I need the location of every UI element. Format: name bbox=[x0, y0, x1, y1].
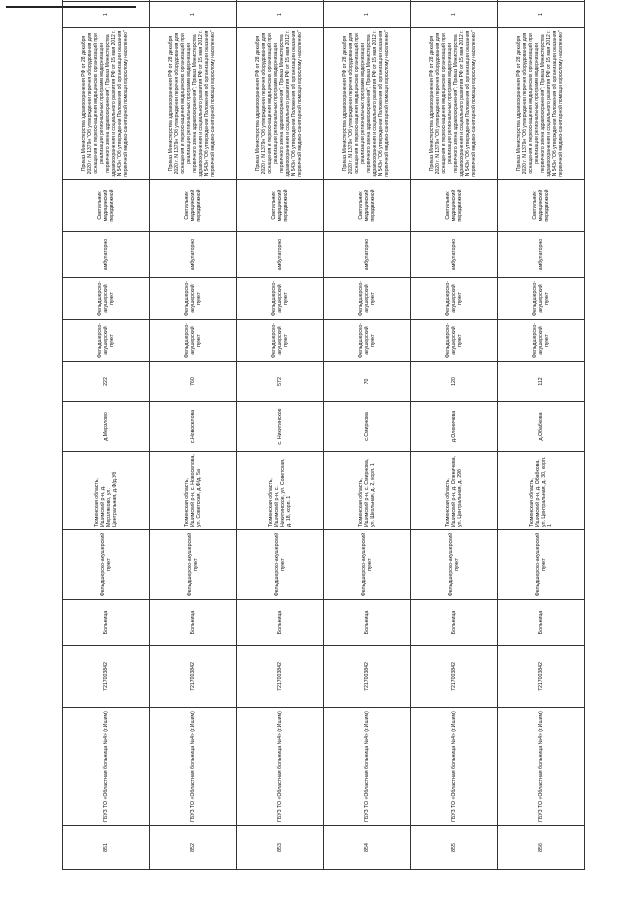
table-row bbox=[237, 0, 324, 870]
organization-cell: ГБУЗ ТО «Областная больница №4» (г.Ишим) bbox=[411, 708, 498, 826]
inn-cell: 7217003842 bbox=[63, 646, 150, 708]
population-cell: 70 bbox=[324, 362, 411, 402]
settlement-cell: с.Новоселова bbox=[150, 402, 237, 452]
organization-cell: ГБУЗ ТО «Областная больница №4» (г.Ишим) bbox=[63, 708, 150, 826]
unit-cell: Фельдшерско-акушерский пункт bbox=[237, 530, 324, 600]
deadline-cell bbox=[411, 0, 498, 2]
address-cell: Тюменская область, Ишимский р-н, д. Обабкова, ул. Центральная, д. 30, корп. 1 bbox=[498, 452, 585, 530]
address-cell: Тюменская область, Ишимский р-н, с. Смирнова, ул. Школьная, д. 2, корп. 1 bbox=[324, 452, 411, 530]
organization-cell: ГБУЗ ТО «Областная больница №4» (г.Ишим) bbox=[324, 708, 411, 826]
deadline-cell bbox=[324, 0, 411, 2]
org-type-cell: Больница bbox=[411, 600, 498, 646]
deadline-cell bbox=[237, 0, 324, 2]
regulation-cell: Приказ Министерства здравоохранения РФ от 28 декабря 2020 г. N 1379н "Об утверждении перечня оборудования для оснащения и переоснащения медицинских организаций при реализации региональных программ модернизации первичного звена здравоохранения"; Приказ Министерства здравоохранения и социального развития РФ от 15 мая 2012 г. N 543н "Об утверждении Положения об организации оказания первичной медико-санитарной помощи взрослому населению" bbox=[324, 28, 411, 180]
regulation-cell: Приказ Министерства здравоохранения РФ от 28 декабря 2020 г. N 1379н "Об утверждении перечня оборудования для оснащения и переоснащения медицинских организаций при реализации региональных программ модернизации первичного звена здравоохранения"; Приказ Министерства здравоохранения и социального развития РФ от 15 мая 2012 г. N 543н "Об утверждении Положения об организации оказания первичной медико-санитарной помощи взрослому населению" bbox=[63, 28, 150, 180]
address-cell: Тюменская область, Ишимский р-н, д. Оленичева, ул. Центральная, д. 29б bbox=[411, 452, 498, 530]
deadline-cell bbox=[498, 0, 585, 2]
org-type-cell: Больница bbox=[237, 600, 324, 646]
population-cell: 120 bbox=[411, 362, 498, 402]
settlement-cell: д.Оленичева bbox=[411, 402, 498, 452]
population-cell: 572 bbox=[237, 362, 324, 402]
regulation-cell: Приказ Министерства здравоохранения РФ от 28 декабря 2020 г. N 1379н "Об утверждении перечня оборудования для оснащения и переоснащения медицинских организаций при реализации региональных программ модернизации первичного звена здравоохранения"; Приказ Министерства здравоохранения и социального развития РФ от 15 мая 2012 г. N 543н "Об утверждении Положения об организации оказания первичной медико-санитарной помощи взрослому населению" bbox=[237, 28, 324, 180]
row-number-cell: 854 bbox=[324, 826, 411, 870]
row-number-cell: 853 bbox=[237, 826, 324, 870]
address-cell: Тюменская область, Ишимский р-н, д. Мерзляково, ул. Центральная, д.Ф/д.Уб bbox=[63, 452, 150, 530]
row-number-cell: 855 bbox=[411, 826, 498, 870]
deadline-cell bbox=[63, 0, 150, 2]
table-row bbox=[324, 0, 411, 870]
table-row bbox=[498, 0, 585, 870]
care-form-cell: амбулаторно bbox=[150, 232, 237, 278]
unit-type-alt-cell: Фельдшерско-акушерский пункт bbox=[63, 278, 150, 320]
org-type-cell: Больница bbox=[150, 600, 237, 646]
unit-cell: Фельдшерско-акушерский пункт bbox=[63, 530, 150, 600]
deadline-cell bbox=[150, 0, 237, 2]
row-number-cell: 851 bbox=[63, 826, 150, 870]
organization-cell: ГБУЗ ТО «Областная больница №4» (г.Ишим) bbox=[150, 708, 237, 826]
settlement-cell: д.Мерзлово bbox=[63, 402, 150, 452]
org-type-cell: Больница bbox=[324, 600, 411, 646]
quantity-cell: 1 bbox=[498, 2, 585, 28]
row-number-cell: 852 bbox=[150, 826, 237, 870]
unit-type-alt-cell: Фельдшерско-акушерский пункт bbox=[150, 278, 237, 320]
unit-type-alt-cell: Фельдшерско-акушерский пункт bbox=[411, 278, 498, 320]
population-cell: 112 bbox=[498, 362, 585, 402]
equipment-cell: Светильник медицинский передвижной bbox=[498, 180, 585, 232]
table-body bbox=[63, 0, 585, 870]
inn-cell: 7217003842 bbox=[498, 646, 585, 708]
inn-cell: 7217003842 bbox=[150, 646, 237, 708]
inn-cell: 7217003842 bbox=[411, 646, 498, 708]
inn-cell: 7217003842 bbox=[237, 646, 324, 708]
address-cell: Тюменская область, Ишимский р-н, с. Никитинское, ул. Советская, д. 18, корп. 1 bbox=[237, 452, 324, 530]
equipment-cell: Светильник медицинский передвижной bbox=[150, 180, 237, 232]
org-type-cell: Больница bbox=[498, 600, 585, 646]
quantity-cell: 1 bbox=[411, 2, 498, 28]
quantity-cell: 1 bbox=[63, 2, 150, 28]
care-form-cell: амбулаторно bbox=[411, 232, 498, 278]
table-row bbox=[411, 0, 498, 870]
care-form-cell: амбулаторно bbox=[498, 232, 585, 278]
care-form-cell: амбулаторно bbox=[237, 232, 324, 278]
address-cell: Тюменская область, Ишимский р-н, с. Новоселова, ул. Советская, д.Ф/д. 5а bbox=[150, 452, 237, 530]
unit-type-alt-cell: Фельдшерско-акушерский пункт bbox=[324, 278, 411, 320]
unit-type-cell: Фельдшерско-акушерский пункт bbox=[324, 320, 411, 362]
unit-type-cell: Фельдшерско-акушерский пункт bbox=[150, 320, 237, 362]
unit-cell: Фельдшерско-акушерский пункт bbox=[411, 530, 498, 600]
organization-cell: ГБУЗ ТО «Областная больница №4» (г.Ишим) bbox=[237, 708, 324, 826]
quantity-cell: 1 bbox=[150, 2, 237, 28]
table-row bbox=[150, 0, 237, 870]
regulation-cell: Приказ Министерства здравоохранения РФ от 28 декабря 2020 г. N 1379н "Об утверждении перечня оборудования для оснащения и переоснащения медицинских организаций при реализации региональных программ модернизации первичного звена здравоохранения"; Приказ Министерства здравоохранения и социального развития РФ от 15 мая 2012 г. N 543н "Об утверждении Положения об организации оказания первичной медико-санитарной помощи взрослому населению" bbox=[411, 28, 498, 180]
unit-cell: Фельдшерско-акушерский пункт bbox=[498, 530, 585, 600]
equipment-cell: Светильник медицинский передвижной bbox=[411, 180, 498, 232]
unit-cell: Фельдшерско-акушерский пункт bbox=[324, 530, 411, 600]
population-cell: 760 bbox=[150, 362, 237, 402]
settlement-cell: с.Смирнова bbox=[324, 402, 411, 452]
equipment-cell: Светильник медицинский передвижной bbox=[237, 180, 324, 232]
organization-cell: ГБУЗ ТО «Областная больница №4» (г.Ишим) bbox=[498, 708, 585, 826]
table-row bbox=[63, 0, 150, 870]
equipment-cell: Светильник медицинский передвижной bbox=[324, 180, 411, 232]
unit-type-cell: Фельдшерско-акушерский пункт bbox=[63, 320, 150, 362]
row-number-cell: 856 bbox=[498, 826, 585, 870]
settlement-cell: с. Никитинское bbox=[237, 402, 324, 452]
regulation-cell: Приказ Министерства здравоохранения РФ от 28 декабря 2020 г. N 1379н "Об утверждении перечня оборудования для оснащения и переоснащения медицинских организаций при реализации региональных программ модернизации первичного звена здравоохранения"; Приказ Министерства здравоохранения и социального развития РФ от 15 мая 2012 г. N 543н "Об утверждении Положения об организации оказания первичной медико-санитарной помощи взрослому населению" bbox=[150, 28, 237, 180]
unit-type-alt-cell: Фельдшерско-акушерский пункт bbox=[498, 278, 585, 320]
settlement-cell: д.Обабкова bbox=[498, 402, 585, 452]
population-cell: 222 bbox=[63, 362, 150, 402]
unit-type-cell: Фельдшерско-акушерский пункт bbox=[237, 320, 324, 362]
unit-type-alt-cell: Фельдшерско-акушерский пункт bbox=[237, 278, 324, 320]
org-type-cell: Больница bbox=[63, 600, 150, 646]
rotated-table-container bbox=[62, 13, 585, 870]
unit-cell: Фельдшерско-акушерский пункт bbox=[150, 530, 237, 600]
equipment-table bbox=[62, 0, 585, 870]
regulation-cell: Приказ Министерства здравоохранения РФ от 28 декабря 2020 г. N 1379н "Об утверждении перечня оборудования для оснащения и переоснащения медицинских организаций при реализации региональных программ модернизации первичного звена здравоохранения"; Приказ Министерства здравоохранения и социального развития РФ от 15 мая 2012 г. N 543н "Об утверждении Положения об организации оказания первичной медико-санитарной помощи взрослому населению" bbox=[498, 28, 585, 180]
care-form-cell: амбулаторно bbox=[63, 232, 150, 278]
care-form-cell: амбулаторно bbox=[324, 232, 411, 278]
equipment-cell: Светильник медицинский передвижной bbox=[63, 180, 150, 232]
unit-type-cell: Фельдшерско-акушерский пункт bbox=[411, 320, 498, 362]
unit-type-cell: Фельдшерско-акушерский пункт bbox=[498, 320, 585, 362]
quantity-cell: 1 bbox=[237, 2, 324, 28]
quantity-cell: 1 bbox=[324, 2, 411, 28]
inn-cell: 7217003842 bbox=[324, 646, 411, 708]
